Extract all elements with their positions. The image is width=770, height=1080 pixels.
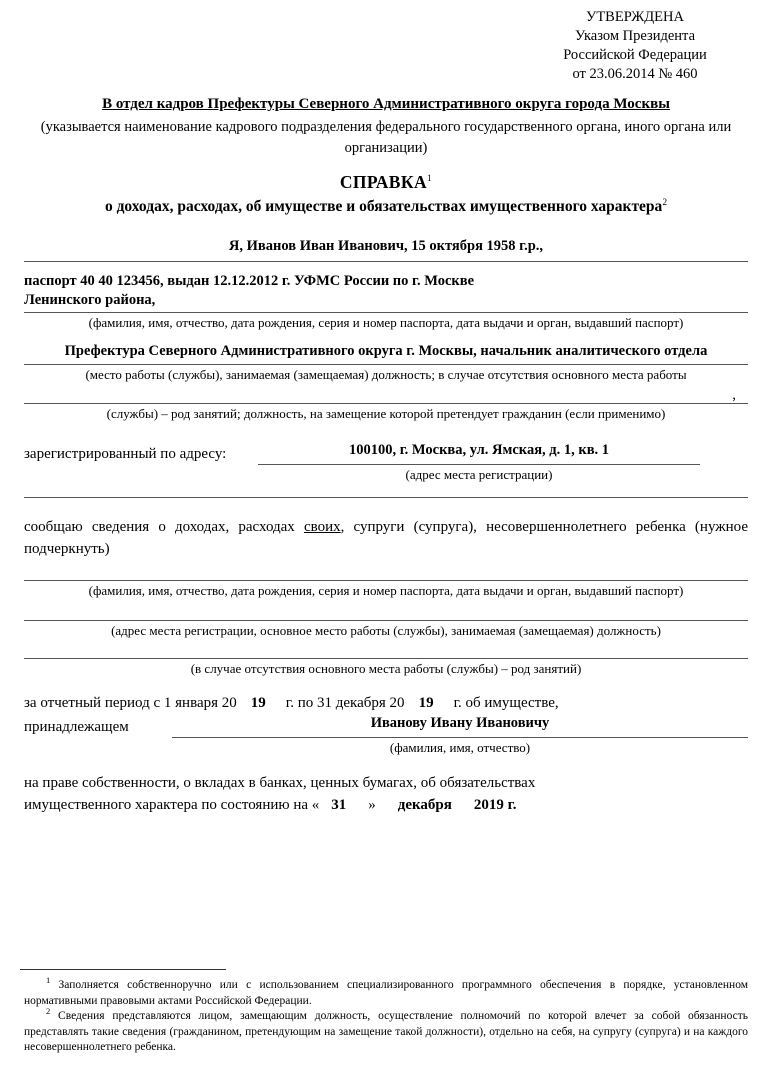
footnote-text: Заполняется собственноручно или с использованием специализированного программного обеспечения в порядке, установленном нормативными правовыми актами Российской Федерации. [24, 979, 748, 1007]
footnote-item [24, 975, 748, 1009]
registration-label: зарегистрированный по адресу: [24, 446, 227, 462]
declaration-caption-passport: (фамилия, имя, отчество, дата рождения, серия и номер паспорта, дата выдачи и орган, выдавший паспорт) [88, 583, 684, 598]
employment-caption-1: (место работы (службы), занимаемая (замещаемая) должность; в случае отсутствия основного места работы [85, 367, 687, 382]
closing-line-2-prefix: имущественного характера по состоянию на « [24, 797, 320, 813]
declaration-caption-occupation: (в случае отсутствия основного места работы (службы) – род занятий) [190, 661, 582, 676]
approval-line-1: УТВЕРЖДЕНА [586, 9, 684, 25]
blank-rule-1 [24, 497, 748, 498]
addressee-caption: (указывается наименование кадрового подразделения федерального государственного органа, иного органа или организации) [40, 119, 732, 156]
page-title-text: СПРАВКА [339, 172, 427, 192]
period-year-to: 19 [418, 695, 434, 711]
footnotes-block [24, 975, 749, 1056]
declaration-underlined-option: своих [303, 519, 341, 535]
approval-line-4: от 23.06.2014 № 460 [572, 66, 698, 82]
closing-quote-close: » [368, 797, 376, 813]
page-subtitle-text: о доходах, расходах, об имуществе и обязательствах имущественного характера [104, 198, 663, 215]
footnote-item [24, 1006, 749, 1056]
footnote-number: 1 [46, 975, 51, 986]
closing-statement [24, 772, 535, 816]
blank-rule-4 [24, 658, 748, 659]
blank-rule-3 [24, 620, 748, 621]
period-middle: г. по 31 декабря 20 [285, 695, 405, 711]
footnote-marker-2: 2 [662, 197, 668, 208]
reporting-period-line [24, 695, 559, 712]
passport-line-2: Ленинского района, [24, 292, 156, 308]
footnote-separator [20, 969, 226, 970]
passport-caption: (фамилия, имя, отчество, дата рождения, серия и номер паспорта, дата выдачи и орган, выдавший паспорт) [88, 315, 684, 330]
page-title [24, 172, 748, 193]
declarant-name: Я, Иванов Иван Иванович, 15 октября 1958 г.р., [228, 238, 544, 254]
period-year-from: 19 [250, 695, 266, 711]
footnote-marker-1: 1 [426, 174, 433, 185]
declaration-text-before: сообщаю сведения о доходах, расходах [24, 519, 304, 535]
closing-month: декабря [397, 797, 452, 813]
closing-line-1: на праве собственности, о вкладах в банках, ценных бумагах, об обязательствах [24, 775, 536, 791]
belongs-label: принадлежащем [24, 719, 129, 735]
employment-rule-2 [24, 403, 748, 404]
footnote-text: Сведения представляются лицом, замещающим должность, осуществление полномочий по которой влечет за собой обязанность представлять такие сведения (гражданином, претендующим на замещение такой должности), отдельно на себя, на супругу (супруга) и на каждого несовершеннолетнего ребенка. [24, 1010, 749, 1053]
declaration-caption-address: (адрес места регистрации, основное место работы (службы), занимаемая (замещаемая) должность) [111, 623, 661, 638]
passport-rule [24, 312, 748, 313]
belongs-value: Иванову Ивану Ивановичу [370, 715, 550, 731]
employment-value: Префектура Северного Административного округа г. Москвы, начальник аналитического отдела [64, 343, 708, 359]
closing-day: 31 [331, 797, 347, 813]
page-subtitle [14, 198, 758, 216]
approval-line-3: Российской Федерации [563, 47, 707, 63]
closing-line-2 [24, 794, 535, 816]
employment-caption-2: (службы) – род занятий; должность, на замещение которой претендует гражданин (если применимо) [106, 406, 666, 421]
belongs-caption: (фамилия, имя, отчество) [389, 740, 531, 755]
approval-block [520, 8, 750, 84]
blank-rule-2 [24, 580, 748, 581]
passport-line-1: паспорт 40 40 123456, выдан 12.12.2012 г. УФМС России по г. Москве [24, 273, 475, 289]
period-suffix: г. об имуществе, [453, 695, 559, 711]
declaration-text-after: , супруги (супруга), несовершеннолетнего ребенка (нужное подчеркнуть) [24, 519, 748, 557]
registration-value: 100100, г. Москва, ул. Ямская, д. 1, кв. 1 [348, 442, 610, 458]
employment-rule [24, 364, 748, 365]
belongs-rule [172, 737, 748, 738]
declaration-paragraph [24, 516, 748, 560]
addressee-value [24, 94, 748, 114]
approval-line-2: Указом Президента [574, 28, 695, 44]
addressee-text: В отдел кадров Префектуры Северного Административного округа города Москвы [102, 96, 670, 112]
footnote-number: 2 [46, 1006, 51, 1017]
declarant-name-rule [24, 261, 748, 262]
period-prefix: за отчетный период с 1 января 20 [24, 695, 237, 711]
closing-year: 2019 г. [473, 797, 517, 813]
registration-rule [258, 464, 700, 465]
registration-caption: (адрес места регистрации) [405, 467, 553, 482]
employment-trailing-comma: , [732, 387, 736, 403]
